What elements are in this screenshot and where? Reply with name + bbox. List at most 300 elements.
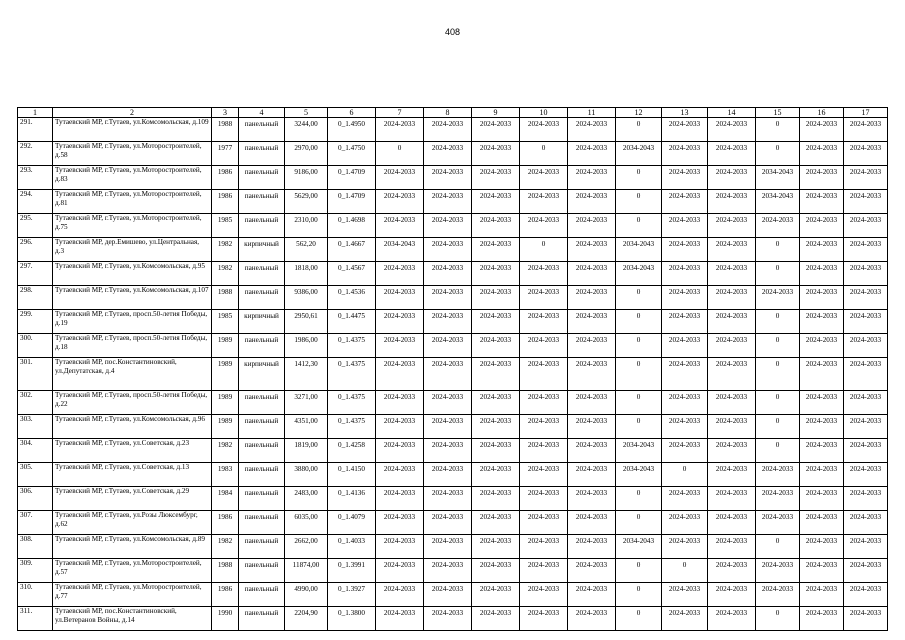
value-cell: 2204,90: [285, 607, 328, 631]
value-cell: 2024-2033: [424, 334, 472, 358]
address-cell: Тутаевский МР, г.Тутаев, ул.Советская, д.23: [53, 439, 212, 463]
value-cell: 2024-2033: [520, 439, 568, 463]
value-cell: 2024-2033: [472, 511, 520, 535]
value-cell: 2034-2043: [616, 142, 662, 166]
value-cell: 2024-2033: [800, 607, 844, 631]
value-cell: 2024-2033: [472, 118, 520, 142]
value-cell: 2024-2033: [800, 583, 844, 607]
value-cell: 2024-2033: [424, 583, 472, 607]
value-cell: 2034-2043: [756, 166, 800, 190]
value-cell: 2024-2033: [568, 118, 616, 142]
value-cell: 2024-2033: [844, 511, 888, 535]
row-number-cell: 291.: [18, 118, 53, 142]
value-cell: 2024-2033: [568, 583, 616, 607]
value-cell: 2024-2033: [708, 118, 756, 142]
value-cell: 2024-2033: [800, 190, 844, 214]
value-cell: кирпичный: [239, 310, 285, 334]
value-cell: 2024-2033: [568, 190, 616, 214]
table-row: [18, 142, 888, 166]
value-cell: 2024-2033: [756, 487, 800, 511]
value-cell: 2024-2033: [376, 391, 424, 415]
value-cell: 2024-2033: [662, 214, 708, 238]
value-cell: 2024-2033: [708, 358, 756, 391]
value-cell: 2024-2033: [376, 463, 424, 487]
value-cell: 2024-2033: [424, 190, 472, 214]
value-cell: 0: [616, 214, 662, 238]
value-cell: 2024-2033: [708, 286, 756, 310]
row-number-cell: 297.: [18, 262, 53, 286]
value-cell: 0: [616, 118, 662, 142]
value-cell: 0: [520, 238, 568, 262]
value-cell: 0: [756, 535, 800, 559]
value-cell: 2024-2033: [520, 310, 568, 334]
value-cell: 0_1.4475: [328, 310, 376, 334]
value-cell: 4990,00: [285, 583, 328, 607]
table-row: [18, 511, 888, 535]
row-number-cell: 302.: [18, 391, 53, 415]
address-cell: Тутаевский МР, г.Тутаев, просп.50-летия Победы, д.19: [53, 310, 212, 334]
value-cell: 2024-2033: [662, 334, 708, 358]
value-cell: 1985: [212, 214, 239, 238]
value-cell: 2024-2033: [800, 262, 844, 286]
value-cell: панельный: [239, 190, 285, 214]
value-cell: 0: [756, 391, 800, 415]
value-cell: 2024-2033: [708, 487, 756, 511]
value-cell: 1989: [212, 415, 239, 439]
row-number-cell: 304.: [18, 439, 53, 463]
value-cell: 2024-2033: [520, 358, 568, 391]
value-cell: 0: [616, 166, 662, 190]
value-cell: 1986: [212, 511, 239, 535]
address-cell: Тутаевский МР, г.Тутаев, ул.Комсомольская, д.95: [53, 262, 212, 286]
value-cell: 2024-2033: [708, 511, 756, 535]
table-row: [18, 190, 888, 214]
value-cell: панельный: [239, 262, 285, 286]
address-cell: Тутаевский МР, г.Тутаев, ул.Моторостроителей, д.75: [53, 214, 212, 238]
table-row: [18, 118, 888, 142]
value-cell: 0_1.4258: [328, 439, 376, 463]
table-row: [18, 358, 888, 391]
value-cell: 2024-2033: [472, 439, 520, 463]
row-number-cell: 311.: [18, 607, 53, 631]
value-cell: 2034-2043: [756, 190, 800, 214]
value-cell: панельный: [239, 511, 285, 535]
value-cell: 2024-2033: [424, 487, 472, 511]
value-cell: 2024-2033: [424, 142, 472, 166]
value-cell: 2024-2033: [800, 535, 844, 559]
value-cell: 2024-2033: [424, 535, 472, 559]
value-cell: 2024-2033: [844, 607, 888, 631]
column-number-header: 17: [844, 108, 888, 118]
value-cell: 2024-2033: [708, 391, 756, 415]
value-cell: 2024-2033: [844, 487, 888, 511]
value-cell: 2024-2033: [376, 559, 424, 583]
value-cell: 0_1.4375: [328, 415, 376, 439]
value-cell: 2024-2033: [424, 118, 472, 142]
address-cell: Тутаевский МР, г.Тутаев, ул.Комсомольская, д.107: [53, 286, 212, 310]
value-cell: 2024-2033: [708, 607, 756, 631]
value-cell: 1985: [212, 310, 239, 334]
value-cell: 2024-2033: [520, 487, 568, 511]
value-cell: 0: [756, 607, 800, 631]
value-cell: 2024-2033: [662, 415, 708, 439]
value-cell: 2024-2033: [472, 415, 520, 439]
value-cell: 2970,00: [285, 142, 328, 166]
value-cell: 0_1.4150: [328, 463, 376, 487]
value-cell: 2483,00: [285, 487, 328, 511]
value-cell: 2024-2033: [800, 238, 844, 262]
value-cell: 2024-2033: [662, 142, 708, 166]
column-number-header: 12: [616, 108, 662, 118]
value-cell: 0: [616, 607, 662, 631]
value-cell: 2024-2033: [472, 190, 520, 214]
column-number-header: 2: [53, 108, 212, 118]
value-cell: 2024-2033: [756, 583, 800, 607]
column-number-header: 3: [212, 108, 239, 118]
value-cell: 2024-2033: [472, 166, 520, 190]
value-cell: 2024-2033: [376, 535, 424, 559]
value-cell: 2024-2033: [708, 535, 756, 559]
value-cell: 2024-2033: [800, 142, 844, 166]
value-cell: 2024-2033: [844, 118, 888, 142]
value-cell: 2024-2033: [844, 391, 888, 415]
row-number-cell: 301.: [18, 358, 53, 391]
value-cell: 1986: [212, 190, 239, 214]
address-cell: Тутаевский МР, г.Тутаев, ул.Моторостроителей, д.83: [53, 166, 212, 190]
value-cell: 2024-2033: [844, 463, 888, 487]
value-cell: 2024-2033: [568, 535, 616, 559]
value-cell: 2024-2033: [424, 439, 472, 463]
column-number-header: 10: [520, 108, 568, 118]
column-number-header: 5: [285, 108, 328, 118]
value-cell: 2024-2033: [844, 415, 888, 439]
value-cell: 2024-2033: [472, 535, 520, 559]
value-cell: 2024-2033: [520, 334, 568, 358]
value-cell: 9186,00: [285, 166, 328, 190]
value-cell: 2024-2033: [708, 559, 756, 583]
value-cell: 2024-2033: [424, 511, 472, 535]
value-cell: 2024-2033: [520, 559, 568, 583]
value-cell: 1984: [212, 487, 239, 511]
row-number-cell: 294.: [18, 190, 53, 214]
value-cell: 2024-2033: [376, 166, 424, 190]
row-number-cell: 310.: [18, 583, 53, 607]
table-row: [18, 214, 888, 238]
table-row: [18, 439, 888, 463]
value-cell: 2024-2033: [662, 118, 708, 142]
value-cell: 1412,30: [285, 358, 328, 391]
value-cell: 2024-2033: [708, 463, 756, 487]
value-cell: 0: [616, 190, 662, 214]
value-cell: 2024-2033: [472, 487, 520, 511]
value-cell: 2024-2033: [708, 238, 756, 262]
value-cell: 2024-2033: [662, 262, 708, 286]
value-cell: 2024-2033: [844, 214, 888, 238]
value-cell: 2024-2033: [844, 439, 888, 463]
value-cell: 0: [756, 262, 800, 286]
value-cell: 2024-2033: [844, 358, 888, 391]
column-number-header: 8: [424, 108, 472, 118]
address-cell: Тутаевский МР, г.Тутаев, ул.Моторостроителей, д.81: [53, 190, 212, 214]
value-cell: 2024-2033: [568, 238, 616, 262]
value-cell: 2024-2033: [662, 439, 708, 463]
value-cell: 2024-2033: [662, 583, 708, 607]
column-number-header: 9: [472, 108, 520, 118]
value-cell: 2024-2033: [520, 583, 568, 607]
value-cell: 2024-2033: [472, 391, 520, 415]
value-cell: 1990: [212, 607, 239, 631]
value-cell: 0: [520, 142, 568, 166]
column-number-header: 4: [239, 108, 285, 118]
row-number-cell: 309.: [18, 559, 53, 583]
value-cell: 2024-2033: [708, 583, 756, 607]
value-cell: 2024-2033: [424, 214, 472, 238]
value-cell: 1982: [212, 238, 239, 262]
value-cell: 2024-2033: [756, 286, 800, 310]
value-cell: 0: [756, 238, 800, 262]
value-cell: 2024-2033: [568, 262, 616, 286]
table-row: [18, 286, 888, 310]
table-header-row: [18, 108, 888, 118]
value-cell: 3880,00: [285, 463, 328, 487]
address-cell: Тутаевский МР, г.Тутаев, просп.50-летия Победы, д.18: [53, 334, 212, 358]
column-number-header: 14: [708, 108, 756, 118]
value-cell: 2024-2033: [844, 559, 888, 583]
value-cell: 0: [662, 463, 708, 487]
value-cell: 1986: [212, 583, 239, 607]
value-cell: 0_1.4079: [328, 511, 376, 535]
value-cell: 2024-2033: [424, 262, 472, 286]
value-cell: 2024-2033: [800, 118, 844, 142]
value-cell: 2024-2033: [520, 463, 568, 487]
value-cell: 2310,00: [285, 214, 328, 238]
value-cell: 2024-2033: [662, 511, 708, 535]
value-cell: 3244,00: [285, 118, 328, 142]
value-cell: 2024-2033: [424, 463, 472, 487]
value-cell: панельный: [239, 142, 285, 166]
value-cell: 2034-2043: [616, 238, 662, 262]
value-cell: 0: [616, 391, 662, 415]
value-cell: 2024-2033: [568, 391, 616, 415]
value-cell: 2024-2033: [376, 607, 424, 631]
address-cell: Тутаевский МР, г.Тутаев, ул.Советская, д.29: [53, 487, 212, 511]
value-cell: 2024-2033: [800, 334, 844, 358]
value-cell: 0: [616, 487, 662, 511]
value-cell: панельный: [239, 559, 285, 583]
address-cell: Тутаевский МР, г.Тутаев, ул.Комсомольская, д.109: [53, 118, 212, 142]
value-cell: 2024-2033: [662, 166, 708, 190]
table-row: [18, 166, 888, 190]
value-cell: панельный: [239, 118, 285, 142]
row-number-cell: 299.: [18, 310, 53, 334]
value-cell: 1988: [212, 286, 239, 310]
value-cell: 2024-2033: [376, 487, 424, 511]
value-cell: 0_1.3927: [328, 583, 376, 607]
value-cell: 2024-2033: [472, 358, 520, 391]
value-cell: 0: [616, 583, 662, 607]
value-cell: 2950,61: [285, 310, 328, 334]
value-cell: 2024-2033: [376, 439, 424, 463]
value-cell: 0_1.4567: [328, 262, 376, 286]
value-cell: 2034-2043: [616, 439, 662, 463]
value-cell: 2024-2033: [472, 310, 520, 334]
row-number-cell: 306.: [18, 487, 53, 511]
value-cell: 2024-2033: [800, 310, 844, 334]
value-cell: 2024-2033: [756, 214, 800, 238]
value-cell: 2024-2033: [800, 415, 844, 439]
value-cell: 4351,00: [285, 415, 328, 439]
value-cell: 0: [756, 334, 800, 358]
value-cell: 0: [616, 334, 662, 358]
row-number-cell: 293.: [18, 166, 53, 190]
value-cell: панельный: [239, 535, 285, 559]
column-number-header: 11: [568, 108, 616, 118]
value-cell: 2024-2033: [756, 463, 800, 487]
value-cell: 2024-2033: [800, 487, 844, 511]
value-cell: 0_1.4375: [328, 391, 376, 415]
row-number-cell: 292.: [18, 142, 53, 166]
table-row: [18, 463, 888, 487]
value-cell: 2034-2043: [616, 262, 662, 286]
value-cell: 0_1.4375: [328, 358, 376, 391]
column-number-header: 15: [756, 108, 800, 118]
value-cell: 2024-2033: [568, 214, 616, 238]
value-cell: 0: [616, 286, 662, 310]
column-number-header: 13: [662, 108, 708, 118]
value-cell: 2024-2033: [800, 358, 844, 391]
value-cell: 1819,00: [285, 439, 328, 463]
value-cell: 2024-2033: [708, 310, 756, 334]
row-number-cell: 307.: [18, 511, 53, 535]
address-cell: Тутаевский МР, г.Тутаев, ул.Моторостроителей, д.77: [53, 583, 212, 607]
value-cell: 1986,00: [285, 334, 328, 358]
value-cell: панельный: [239, 286, 285, 310]
column-number-header: 7: [376, 108, 424, 118]
value-cell: панельный: [239, 583, 285, 607]
value-cell: 9386,00: [285, 286, 328, 310]
table-row: [18, 535, 888, 559]
table-row: [18, 487, 888, 511]
value-cell: 3271,00: [285, 391, 328, 415]
value-cell: 0_1.4709: [328, 166, 376, 190]
value-cell: панельный: [239, 607, 285, 631]
value-cell: 562,20: [285, 238, 328, 262]
value-cell: 2024-2033: [662, 190, 708, 214]
value-cell: 2024-2033: [844, 535, 888, 559]
value-cell: 2024-2033: [376, 214, 424, 238]
value-cell: 2034-2043: [616, 535, 662, 559]
value-cell: 0: [616, 310, 662, 334]
value-cell: 2024-2033: [568, 559, 616, 583]
value-cell: 1982: [212, 439, 239, 463]
housing-repair-schedule-table: [17, 107, 888, 631]
table-row: [18, 310, 888, 334]
value-cell: панельный: [239, 391, 285, 415]
value-cell: 2024-2033: [376, 583, 424, 607]
value-cell: 2024-2033: [520, 607, 568, 631]
value-cell: панельный: [239, 214, 285, 238]
value-cell: 2024-2033: [568, 142, 616, 166]
column-number-header: 6: [328, 108, 376, 118]
value-cell: 0: [756, 439, 800, 463]
value-cell: 1988: [212, 559, 239, 583]
value-cell: 11874,00: [285, 559, 328, 583]
value-cell: 2024-2033: [568, 415, 616, 439]
value-cell: 2024-2033: [662, 238, 708, 262]
value-cell: 2024-2033: [844, 262, 888, 286]
value-cell: 2024-2033: [520, 214, 568, 238]
value-cell: 2024-2033: [708, 214, 756, 238]
value-cell: 2024-2033: [568, 607, 616, 631]
value-cell: 2024-2033: [662, 607, 708, 631]
value-cell: 1986: [212, 166, 239, 190]
value-cell: 2024-2033: [376, 118, 424, 142]
value-cell: 2024-2033: [662, 535, 708, 559]
value-cell: 2024-2033: [662, 286, 708, 310]
address-cell: Тутаевский МР, г.Тутаев, ул.Советская, д.13: [53, 463, 212, 487]
table-row: [18, 391, 888, 415]
value-cell: 0_1.4750: [328, 142, 376, 166]
value-cell: 2024-2033: [472, 238, 520, 262]
value-cell: 2024-2033: [800, 214, 844, 238]
value-cell: 2024-2033: [844, 238, 888, 262]
value-cell: 2024-2033: [800, 439, 844, 463]
value-cell: 0_1.4709: [328, 190, 376, 214]
address-cell: Тутаевский МР, пос.Константиновский, ул.Депутатская, д.4: [53, 358, 212, 391]
value-cell: 2024-2033: [568, 334, 616, 358]
value-cell: 2024-2033: [520, 511, 568, 535]
value-cell: 2024-2033: [472, 583, 520, 607]
value-cell: 2024-2033: [568, 310, 616, 334]
table-row: [18, 415, 888, 439]
value-cell: 1989: [212, 358, 239, 391]
value-cell: 2024-2033: [844, 190, 888, 214]
value-cell: 1977: [212, 142, 239, 166]
value-cell: 2024-2033: [424, 415, 472, 439]
value-cell: 2024-2033: [472, 607, 520, 631]
value-cell: 0_1.3991: [328, 559, 376, 583]
value-cell: 2024-2033: [424, 358, 472, 391]
row-number-cell: 300.: [18, 334, 53, 358]
value-cell: 1818,00: [285, 262, 328, 286]
value-cell: 0_1.4667: [328, 238, 376, 262]
address-cell: Тутаевский МР, пос.Константиновский, ул.Ветеранов Войны, д.14: [53, 607, 212, 631]
value-cell: 2024-2033: [376, 286, 424, 310]
value-cell: 2024-2033: [520, 118, 568, 142]
value-cell: 2024-2033: [376, 262, 424, 286]
table-row: [18, 238, 888, 262]
value-cell: 2024-2033: [662, 487, 708, 511]
value-cell: 0: [756, 415, 800, 439]
address-cell: Тутаевский МР, г.Тутаев, ул.Моторостроителей, д.58: [53, 142, 212, 166]
value-cell: 2024-2033: [844, 310, 888, 334]
value-cell: 2662,00: [285, 535, 328, 559]
value-cell: 1989: [212, 334, 239, 358]
row-number-cell: 298.: [18, 286, 53, 310]
value-cell: 2024-2033: [568, 487, 616, 511]
value-cell: 2024-2033: [472, 334, 520, 358]
value-cell: 2024-2033: [844, 142, 888, 166]
value-cell: 0: [616, 511, 662, 535]
value-cell: 2024-2033: [520, 286, 568, 310]
column-number-header: 16: [800, 108, 844, 118]
value-cell: 2024-2033: [800, 391, 844, 415]
value-cell: 2024-2033: [844, 286, 888, 310]
value-cell: 1982: [212, 535, 239, 559]
value-cell: кирпичный: [239, 238, 285, 262]
page-number: 408: [444, 27, 461, 37]
value-cell: 2024-2033: [520, 415, 568, 439]
